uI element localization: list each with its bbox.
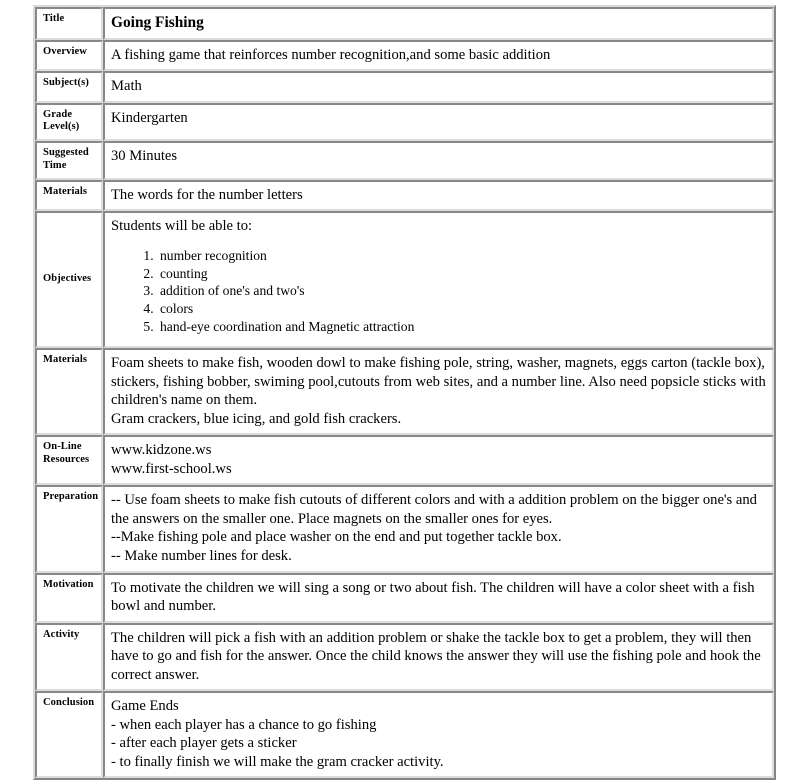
list-item: 1. number recognition: [157, 247, 766, 265]
row-value-line: Going Fishing: [111, 14, 204, 31]
table-row: [35, 691, 774, 778]
row-value-line: Foam sheets to make fish, wooden dowl to make fishing pole, string, washer, magnets, eggs carton (tackle box), stickers, fishing bobber, swiming pool,cutouts from web sites, and a number line. Also need popsicle sticks with children's name on them.: [111, 355, 766, 409]
table-row: [35, 348, 774, 435]
list-item: 4. colors: [157, 300, 766, 318]
row-value-line: Gram crackers, blue icing, and gold fish crackers.: [111, 410, 402, 427]
table-row: [35, 141, 774, 180]
row-value-preparation: [103, 485, 774, 572]
row-value-objectives: [103, 211, 774, 348]
row-value-line: 30 Minutes: [111, 148, 178, 165]
row-value-line: The words for the number letters: [111, 186, 303, 203]
row-value-grade-level-s: [103, 103, 774, 142]
list-item: 3. addition of one's and two's: [157, 282, 766, 300]
row-value-line: -- Make number lines for desk.: [111, 548, 292, 565]
row-value-line: www.first-school.ws: [111, 460, 232, 477]
lesson-plan-body: [35, 7, 774, 778]
row-value-overview: [103, 40, 774, 72]
row-value-line: --Make fishing pole and place washer on the end and put together tackle box.: [111, 529, 562, 546]
row-value-line: A fishing game that reinforces number recognition,and some basic addition: [111, 46, 551, 63]
row-value-line: Kindergarten: [111, 109, 188, 126]
row-value-line: -- Use foam sheets to make fish cutouts of different colors and with a addition problem on the bigger one's and the answers on the smaller one. Place magnets on the smaller ones for eyes.: [111, 492, 757, 527]
table-row: [35, 485, 774, 572]
table-row: [35, 435, 774, 485]
row-value-motivation: [103, 573, 774, 623]
row-label-overview: Overview: [35, 40, 103, 72]
objectives-list: [111, 247, 766, 335]
objectives-intro: Students will be able to:: [111, 218, 253, 235]
table-row: [35, 71, 774, 103]
row-value-activity: [103, 623, 774, 692]
row-label-title: Title: [35, 7, 103, 40]
list-item: 5. hand-eye coordination and Magnetic attraction: [157, 318, 766, 336]
row-label-preparation: Preparation: [35, 485, 103, 572]
row-label-objectives: Objectives: [35, 211, 103, 348]
row-value-line: To motivate the children we will sing a song or two about fish. The children will have a color sheet with a fish bowl and number.: [111, 579, 755, 615]
row-label-grade-level-s: Grade Level(s): [35, 103, 103, 142]
row-value-conclusion: [103, 691, 774, 778]
row-value-materials: [103, 180, 774, 212]
table-row: [35, 103, 774, 142]
row-value-suggested-time: [103, 141, 774, 180]
table-row: [35, 623, 774, 692]
row-label-motivation: Motivation: [35, 573, 103, 623]
row-value-line: Math: [111, 78, 142, 95]
table-row: [35, 211, 774, 348]
table-row: [35, 573, 774, 623]
table-row: [35, 40, 774, 72]
row-value-line: - when each player has a chance to go fishing: [111, 716, 377, 733]
row-label-subject-s: Subject(s): [35, 71, 103, 103]
row-value-line: www.kidzone.ws: [111, 442, 212, 459]
row-value-line: The children will pick a fish with an addition problem or shake the tackle box to get a problem, they will then have to go and fish for the answer. Once the child knows the answer they will use the fishing pole and hook the correct answer.: [111, 629, 761, 683]
lesson-plan-table: [33, 5, 776, 780]
row-label-suggested-time: Suggested Time: [35, 141, 103, 180]
row-value-title: [103, 7, 774, 40]
row-label-materials: Materials: [35, 180, 103, 212]
row-label-on-line-resources: On-Line Resources: [35, 435, 103, 485]
row-label-activity: Activity: [35, 623, 103, 692]
row-label-materials: Materials: [35, 348, 103, 435]
row-value-line: Game Ends: [111, 698, 179, 715]
table-row: [35, 180, 774, 212]
list-item: 2. counting: [157, 265, 766, 283]
row-value-materials: [103, 348, 774, 435]
table-row: [35, 7, 774, 40]
row-label-conclusion: Conclusion: [35, 691, 103, 778]
row-value-on-line-resources: [103, 435, 774, 485]
row-value-line: - after each player gets a sticker: [111, 735, 297, 752]
row-value-subject-s: [103, 71, 774, 103]
row-value-line: - to finally finish we will make the gram cracker activity.: [111, 753, 444, 770]
